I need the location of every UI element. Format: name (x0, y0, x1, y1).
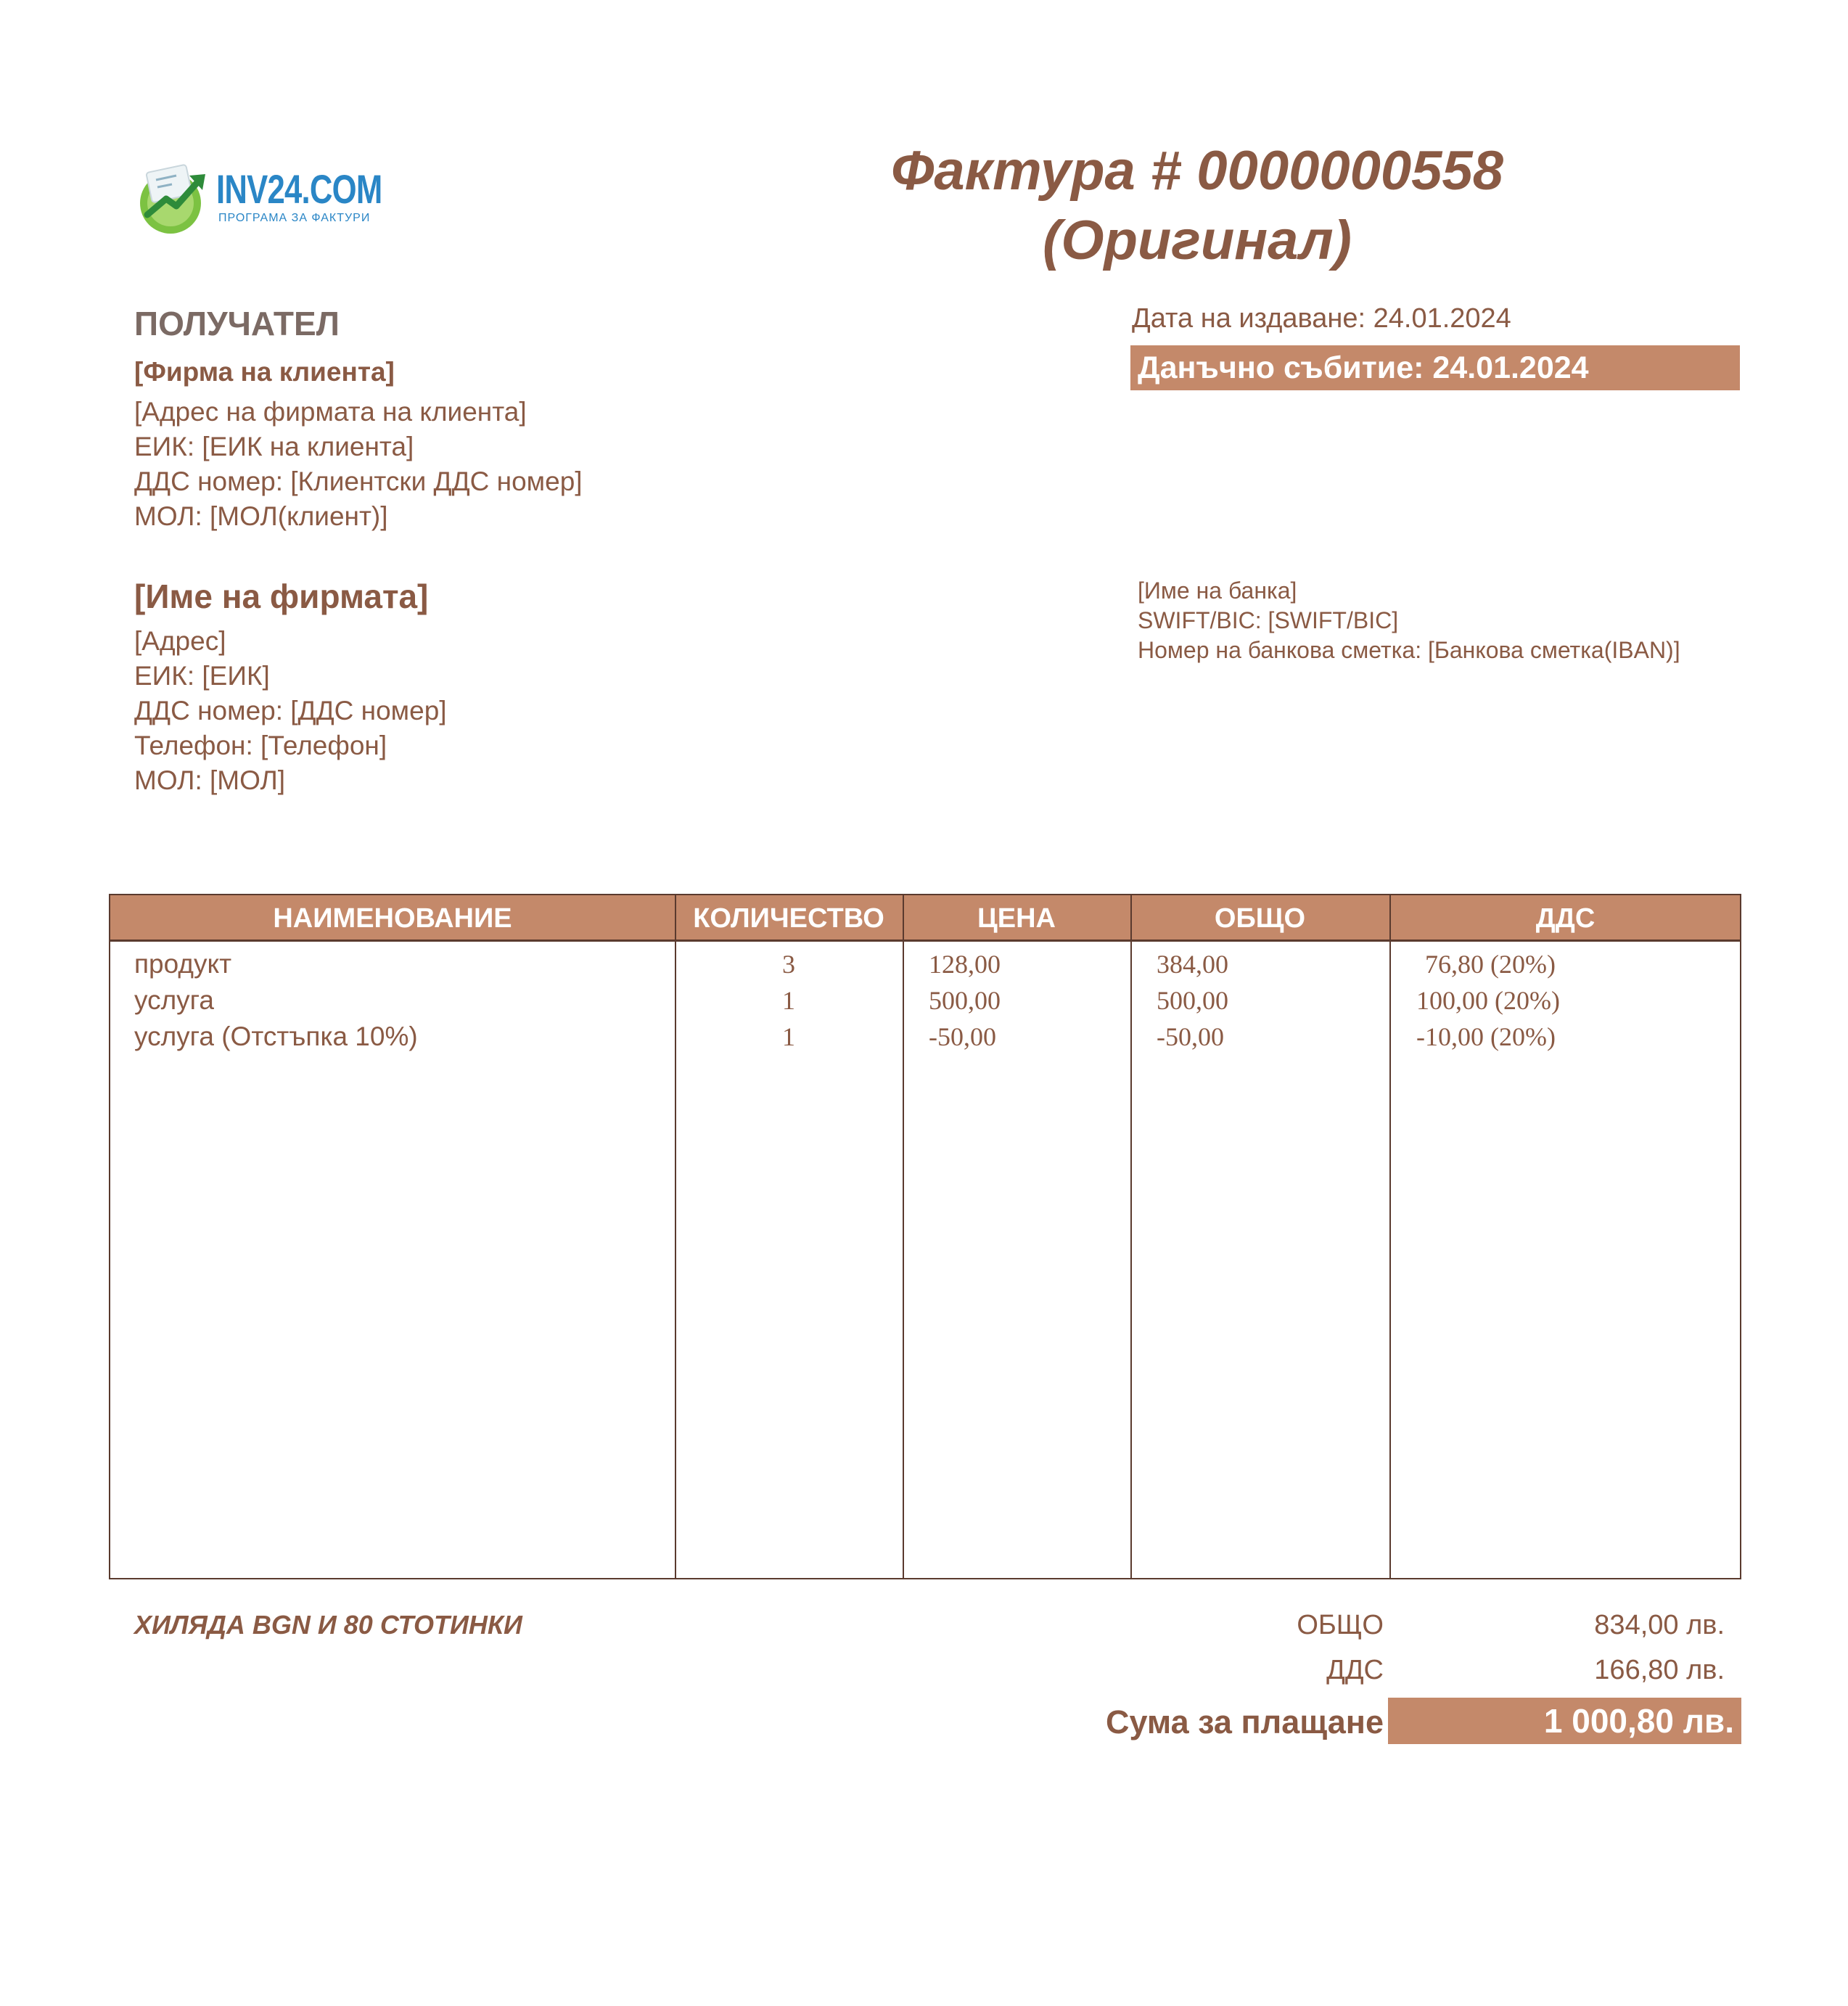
header-price: ЦЕНА (977, 903, 1056, 934)
item-vat: -10,00 (20%) (1416, 1022, 1556, 1051)
item-name: услуга (Отстъпка 10%) (134, 1022, 418, 1051)
invoice-number: Фактура # 0000000558 (891, 140, 1503, 202)
header-name: НАИМЕНОВАНИЕ (273, 903, 512, 934)
subtotal-value: 834,00 лв. (1594, 1610, 1725, 1640)
logo-icon (133, 158, 213, 238)
recipient-vat: ДДС номер: [Клиентски ДДС номер] (134, 466, 583, 496)
seller-address: [Адрес] (134, 626, 226, 656)
logo-tagline: ПРОГРАМА ЗА ФАКТУРИ (218, 212, 371, 224)
issue-date: Дата на издаване: 24.01.2024 (1132, 303, 1511, 334)
item-total: 500,00 (1157, 986, 1228, 1015)
seller-eik: ЕИК: [ЕИК] (134, 661, 270, 691)
item-total: -50,00 (1157, 1022, 1224, 1051)
item-price: 500,00 (929, 986, 1001, 1015)
amount-due-label: Сума за плащане (1105, 1703, 1384, 1740)
bank-iban: Номер на банкова сметка: [Банкова сметка(IBAN)] (1138, 637, 1680, 663)
bank-swift: SWIFT/BIC: [SWIFT/BIC] (1138, 607, 1399, 633)
item-vat: 76,80 (20%) (1425, 950, 1556, 979)
invoice-copy-type: (Оригинал) (1043, 210, 1352, 271)
seller-vat: ДДС номер: [ДДС номер] (134, 696, 447, 725)
recipient-company: [Фирма на клиента] (134, 357, 395, 387)
bank-block (1138, 576, 1791, 665)
amount-due-value: 1 000,80 лв. (1388, 1698, 1741, 1744)
table-row (110, 946, 1740, 982)
header-total: ОБЩО (1214, 903, 1306, 934)
item-name: продукт (134, 949, 232, 979)
subtotal-label: ОБЩО (1297, 1610, 1384, 1640)
seller-phone: Телефон: [Телефон] (134, 731, 387, 760)
item-quantity: 1 (782, 986, 795, 1015)
recipient-heading: ПОЛУЧАТЕЛ (134, 305, 340, 342)
seller-mol: МОЛ: [МОЛ] (134, 765, 286, 795)
item-vat: 100,00 (20%) (1416, 986, 1560, 1015)
item-quantity: 1 (782, 1022, 795, 1051)
vat-total-value: 166,80 лв. (1594, 1655, 1725, 1685)
recipient-eik: ЕИК: [ЕИК на клиента] (134, 432, 414, 461)
seller-block (134, 575, 860, 798)
vat-total-label: ДДС (1326, 1655, 1384, 1685)
tax-event-date: Данъчно събитие: 24.01.2024 (1130, 345, 1740, 390)
company-logo (133, 158, 382, 238)
logo-wordmark: INV24.COM (216, 166, 382, 212)
item-name: услуга (134, 985, 214, 1015)
recipient-block (134, 303, 860, 534)
item-total: 384,00 (1157, 950, 1228, 979)
header-quantity: КОЛИЧЕСТВО (693, 903, 884, 934)
items-table (109, 894, 1741, 1579)
item-price: 128,00 (929, 950, 1001, 979)
item-quantity: 3 (782, 950, 795, 979)
invoice-title (834, 136, 1560, 276)
header-vat: ДДС (1535, 903, 1596, 934)
recipient-mol: МОЛ: [МОЛ(клиент)] (134, 501, 388, 531)
table-row (110, 1019, 1740, 1055)
seller-company: [Име на фирмата] (134, 577, 429, 615)
amount-in-words: ХИЛЯДА BGN И 80 СТОТИНКИ (134, 1610, 522, 1640)
bank-name: [Име на банка] (1138, 577, 1297, 604)
item-price: -50,00 (929, 1022, 996, 1051)
table-row (110, 982, 1740, 1019)
recipient-address: [Адрес на фирмата на клиента] (134, 397, 527, 427)
